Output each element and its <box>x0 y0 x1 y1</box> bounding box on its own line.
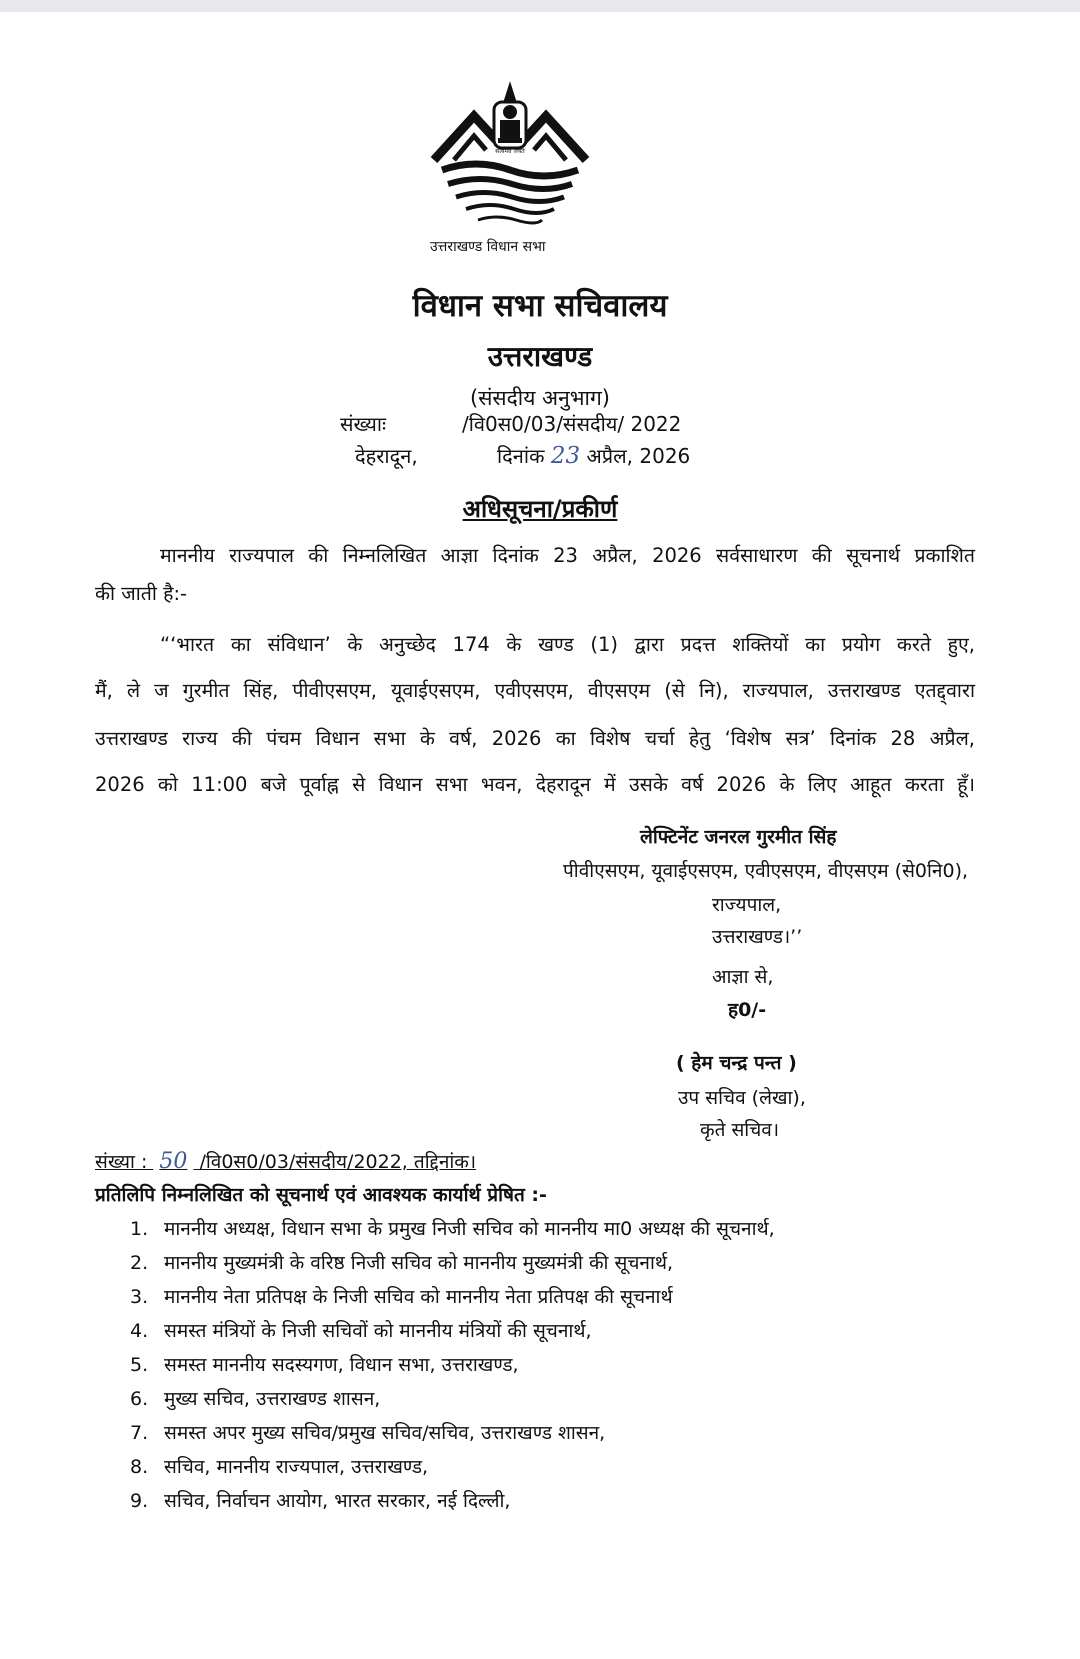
office-title: विधान सभा सचिवालय <box>412 288 668 324</box>
date-day-handwritten: 23 <box>550 443 581 469</box>
reference-date <box>497 442 690 469</box>
order-line-3: उत्तराखण्ड राज्य की पंचम विधान सभा के वर्ष, 2026 का विशेष चर्चा हेतु ‘विशेष सत्र’ दिनांक 28 अप्रैल, <box>95 727 975 750</box>
governor-designation: राज्यपाल, <box>712 894 782 916</box>
intro-line-2: की जाती है:- <box>95 582 188 605</box>
list-item: 5. समस्त माननीय सदस्यगण, विधान सभा, उत्तराखण्ड, <box>130 1354 519 1376</box>
order-line-4: 2026 को 11:00 बजे पूर्वाह्न से विधान सभा भवन, देहरादून में उसके वर्ष 2026 के लिए आहूत करता हूँ। <box>95 773 975 796</box>
list-item: 7. समस्त अपर मुख्य सचिव/प्रमुख सचिव/सचिव, उत्तराखण्ड शासन, <box>130 1422 606 1444</box>
list-item: 1. माननीय अध्यक्ष, विधान सभा के प्रमुख निजी सचिव को माननीय मा0 अध्यक्ष की सूचनार्थ, <box>130 1218 775 1240</box>
section-title: (संसदीय अनुभाग) <box>470 386 610 410</box>
copy-heading: प्रतिलिपि निम्नलिखित को सूचनार्थ एवं आवश्यक कार्यार्थ प्रेषित :- <box>95 1184 547 1206</box>
date-suffix: अप्रैल, 2026 <box>586 444 691 468</box>
list-item: 6. मुख्य सचिव, उत्तराखण्ड शासन, <box>130 1388 381 1410</box>
list-item: 8. सचिव, माननीय राज्यपाल, उत्तराखण्ड, <box>130 1456 429 1478</box>
governor-state: उत्तराखण्ड।’’ <box>712 926 803 948</box>
by-order-text: आज्ञा से, <box>712 966 774 988</box>
intro-line-1: माननीय राज्यपाल की निम्नलिखित आज्ञा दिनांक 23 अप्रैल, 2026 सर्वसाधारण की सूचनार्थ प्रकाशित <box>160 544 975 567</box>
copy-number-label: संख्या : <box>95 1151 148 1173</box>
signed-mark: ह0/- <box>728 999 767 1021</box>
emblem-motto: सत्यमेव जयते <box>495 148 525 155</box>
copy-number-value: /वि0स0/03/संसदीय/2022, तद्दिनांक। <box>199 1151 477 1173</box>
governor-name: लेफ्टिनेंट जनरल गुरमीत सिंह <box>640 826 837 848</box>
reference-number-label: संख्याः <box>340 412 387 436</box>
emblem-caption: उत्तराखण्ड विधान सभा <box>430 239 546 255</box>
governor-honours: पीवीएसएम, यूवाईएसएम, एवीएसएम, वीएसएम (से0नि0), <box>563 860 969 882</box>
window-top-strip <box>0 0 1080 12</box>
list-item: 2. माननीय मुख्यमंत्री के वरिष्ठ निजी सचिव को माननीय मुख्यमंत्री की सूचनार्थ, <box>130 1252 674 1274</box>
order-line-2: मैं, ले ज गुरमीत सिंह, पीवीएसएम, यूवाईएसएम, एवीएसएम, वीएसएम (से नि), राज्यपाल, उत्तराखण्ड एतद्द्वारा <box>95 679 975 702</box>
reference-place: देहरादून, <box>355 444 418 468</box>
copy-number-handwritten: 50 <box>159 1149 188 1174</box>
list-item: 9. सचिव, निर्वाचन आयोग, भारत सरकार, नई दिल्ली, <box>130 1490 511 1512</box>
officer-on-behalf: कृते सचिव। <box>700 1119 780 1141</box>
officer-name: ( हेम चन्द्र पन्त ) <box>676 1052 797 1074</box>
list-item: 4. समस्त मंत्रियों के निजी सचिवों को माननीय मंत्रियों की सूचनार्थ, <box>130 1320 592 1342</box>
list-item: 3. माननीय नेता प्रतिपक्ष के निजी सचिव को माननीय नेता प्रतिपक्ष की सूचनार्थ <box>130 1286 673 1308</box>
copy-reference-line <box>95 1148 476 1174</box>
state-title: उत्तराखण्ड <box>487 340 593 373</box>
document-page <box>0 12 1080 1659</box>
uttarakhand-assembly-emblem-icon <box>420 78 600 253</box>
notification-title: अधिसूचना/प्रकीर्ण <box>462 495 618 523</box>
reference-number: /वि0स0/03/संसदीय/ 2022 <box>462 412 682 436</box>
officer-post: उप सचिव (लेखा), <box>678 1087 806 1109</box>
order-line-1: “‘भारत का संविधान’ के अनुच्छेद 174 के खण्ड (1) द्वारा प्रदत्त शक्तियों का प्रयोग करते हुए, <box>160 633 975 656</box>
date-prefix: दिनांक <box>497 444 545 468</box>
